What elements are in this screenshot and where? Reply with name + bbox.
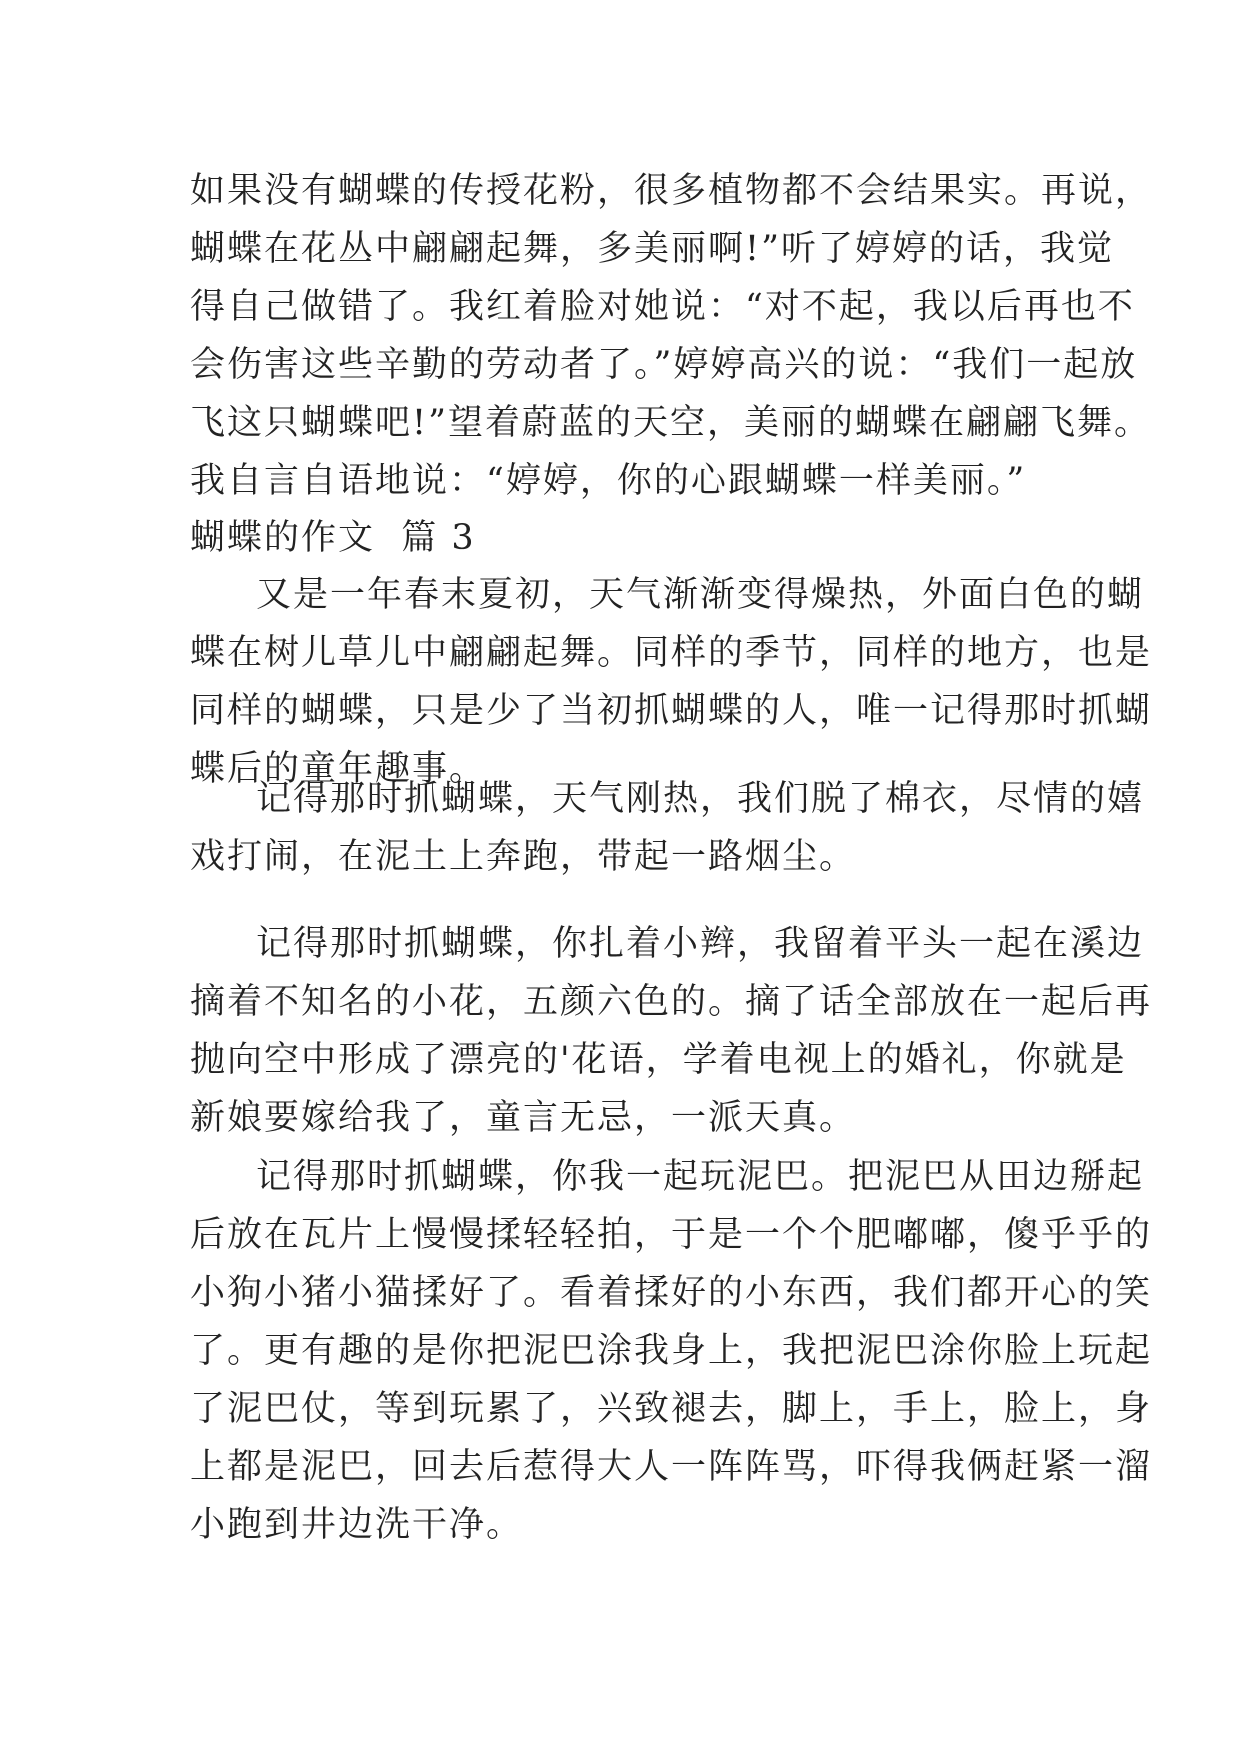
paragraph-3 xyxy=(190,915,1153,1147)
text-line: 小跑到井边洗干净。 xyxy=(190,1505,524,1545)
text-line: 戏打闹，在泥土上奔跑，带起一路烟尘。 xyxy=(190,837,857,877)
section-title: 蝴蝶的作文 篇 3 xyxy=(190,518,476,558)
text-line: 了泥巴仗，等到玩累了，兴致褪去，脚上，手上，脸上，身 xyxy=(190,1389,1153,1429)
text-line: 又是一年春末夏初，天气渐渐变得燥热，外面白色的蝴 xyxy=(256,575,1145,615)
paragraph-2 xyxy=(190,770,1145,886)
text-line: 新娘要嫁给我了，童言无忌，一派天真。 xyxy=(190,1098,857,1138)
text-line: 记得那时抓蝴蝶，你扎着小辫，我留着平头一起在溪边 xyxy=(256,924,1145,964)
text-line: 同样的蝴蝶，只是少了当初抓蝴蝶的人，唯一记得那时抓蝴 xyxy=(190,691,1153,731)
paragraph-4 xyxy=(190,1148,1153,1554)
text-line: 抛向空中形成了漂亮的'花语，学着电视上的婚礼，你就是 xyxy=(190,1040,1127,1080)
text-line: 记得那时抓蝴蝶，天气刚热，我们脱了棉衣，尽情的嬉 xyxy=(256,779,1145,819)
text-line: 得自己做错了。我红着脸对她说：“对不起，我以后再也不 xyxy=(190,287,1135,327)
text-line: 如果没有蝴蝶的传授花粉，很多植物都不会结果实。再说， xyxy=(190,171,1153,211)
text-line: 上都是泥巴，回去后惹得大人一阵阵骂，吓得我俩赶紧一溜 xyxy=(190,1447,1153,1487)
text-line: 后放在瓦片上慢慢揉轻轻拍，于是一个个肥嘟嘟，傻乎乎的 xyxy=(190,1215,1153,1255)
text-line: 会伤害这些辛勤的劳动者了。”婷婷高兴的说：“我们一起放 xyxy=(190,345,1138,385)
text-line: 蝶在树儿草儿中翩翩起舞。同样的季节，同样的地方，也是 xyxy=(190,633,1153,673)
paragraph-1 xyxy=(190,566,1153,798)
text-line: 记得那时抓蝴蝶，你我一起玩泥巴。把泥巴从田边掰起 xyxy=(256,1157,1145,1197)
continued-paragraph xyxy=(190,162,1153,510)
text-line: 我自言自语地说：“婷婷，你的心跟蝴蝶一样美丽。” xyxy=(190,461,1027,501)
text-line: 摘着不知名的小花，五颜六色的。摘了话全部放在一起后再 xyxy=(190,982,1153,1022)
text-line: 蝴蝶在花丛中翩翩起舞，多美丽啊!”听了婷婷的话，我觉 xyxy=(190,229,1114,269)
text-line: 蝶后的童年趣事。 xyxy=(190,749,487,789)
section-title-block xyxy=(190,509,1070,567)
text-line: 小狗小猪小猫揉好了。看着揉好的小东西，我们都开心的笑 xyxy=(190,1273,1153,1313)
text-line: 飞这只蝴蝶吧!”望着蔚蓝的天空，美丽的蝴蝶在翩翩飞舞。 xyxy=(190,403,1151,443)
text-line: 了。更有趣的是你把泥巴涂我身上，我把泥巴涂你脸上玩起 xyxy=(190,1331,1153,1371)
